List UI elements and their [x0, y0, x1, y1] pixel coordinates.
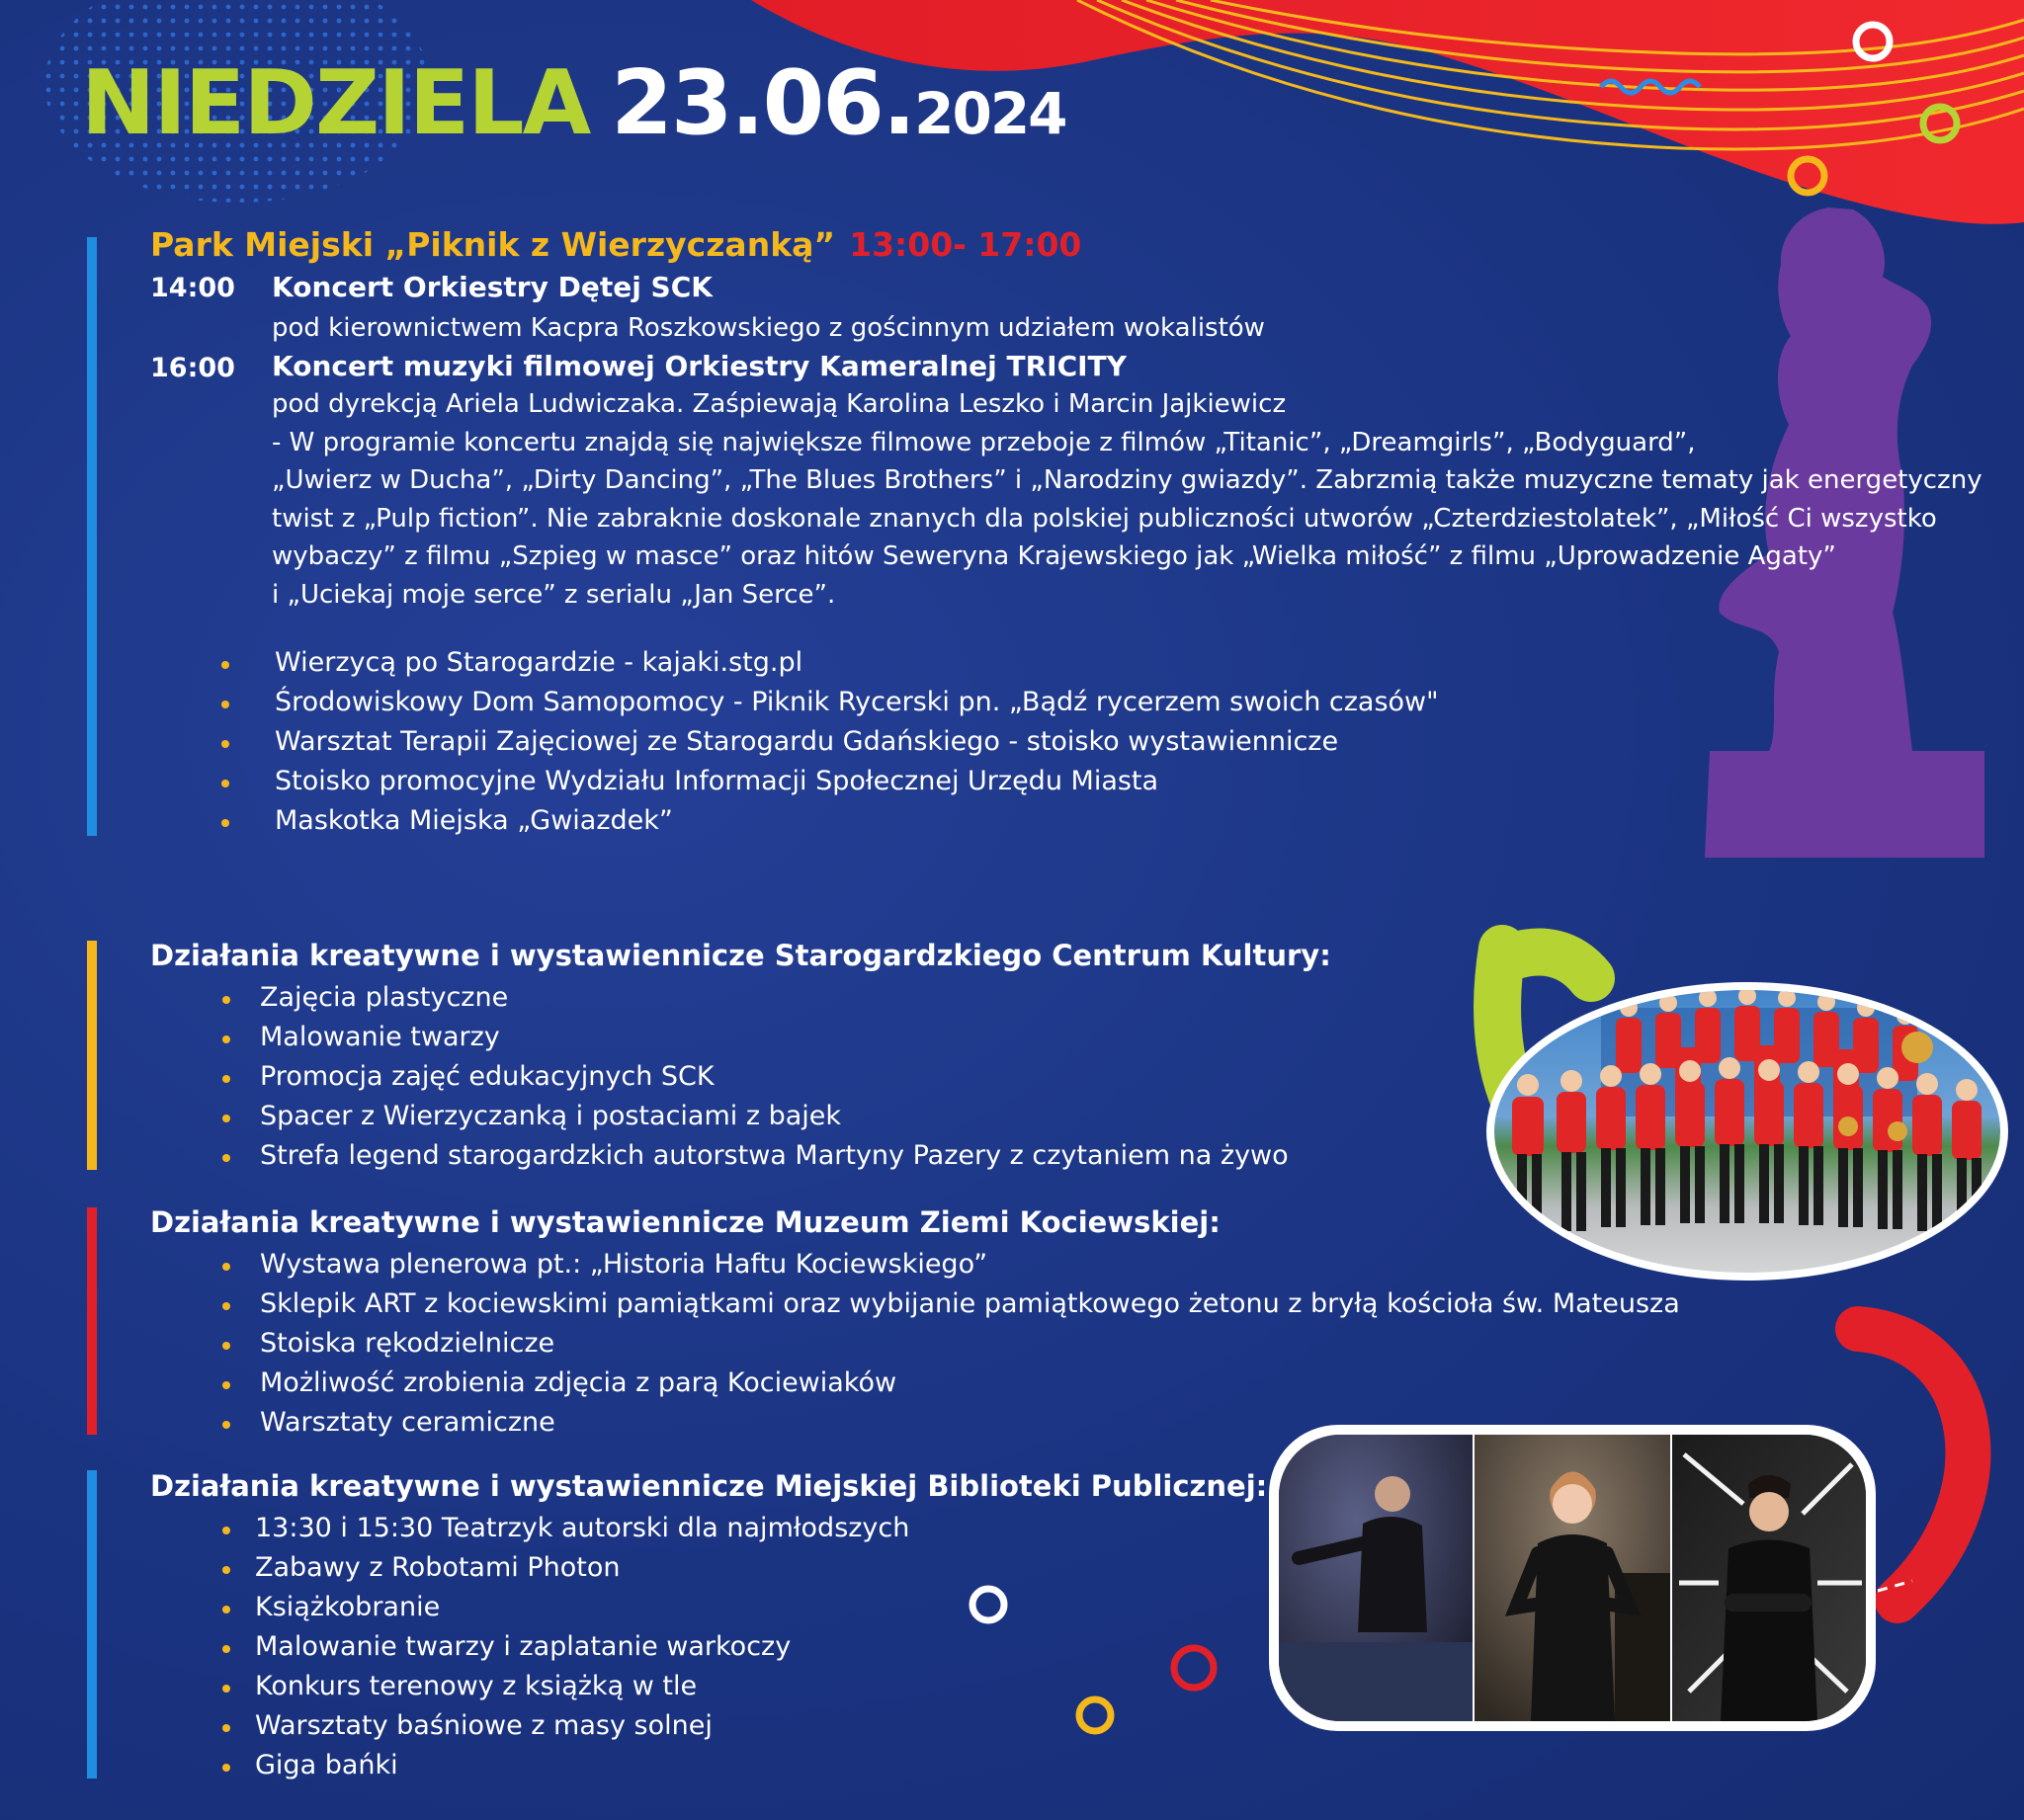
bullet-dot	[221, 819, 229, 827]
list-item-text: Spacer z Wierzyczanką i postaciami z bajek	[260, 1101, 842, 1131]
list-item-text: Wystawa plenerowa pt.: „Historia Haftu Kociewskiego”	[260, 1249, 988, 1280]
section-bar-blue	[87, 237, 97, 836]
event-description: pod dyrekcją Ariela Ludwiczaka. Zaśpiewają Karolina Leszko i Marcin Jajkiewicz	[272, 389, 1287, 419]
park-place: Park Miejski „Piknik z Wierzyczanką”	[150, 225, 836, 264]
bullet-dot	[222, 1075, 230, 1083]
list-item-text: Stoiska rękodzielnicze	[260, 1328, 555, 1359]
orchestra-photo	[1482, 978, 2012, 1284]
ring	[1174, 1648, 1214, 1688]
event-description: - W programie koncertu znajdą się największe filmowe przeboje z filmów „Titanic”, „Dreamgirls”, „Bodyguard”,	[272, 428, 1696, 457]
list-item-text: 13:30 i 15:30 Teatrzyk autorski dla najmłodszych	[255, 1513, 910, 1543]
title-date: 23.06.	[611, 51, 915, 155]
list-item-text: Zajęcia plastyczne	[260, 982, 509, 1013]
ring	[1079, 1699, 1111, 1731]
list-item	[260, 1136, 1289, 1176]
list-item-text: Stoisko promocyjne Wydziału Informacji Społecznej Urzędu Miasta	[275, 766, 1159, 796]
bullet-dot	[222, 1724, 230, 1732]
event-time: 14:00	[150, 273, 235, 303]
bullet-dot	[222, 1302, 230, 1310]
bullet-dot	[222, 1342, 230, 1350]
section-bar-blue-2	[87, 1470, 97, 1779]
performers-photos	[1279, 1435, 1866, 1721]
bullet-dot	[222, 1606, 230, 1613]
title-day: NIEDZIELA	[81, 51, 590, 155]
event-description: pod kierownictwem Kacpra Roszkowskiego z gościnnym udziałem wokalistów	[272, 313, 1265, 343]
list-item-text: Maskotka Miejska „Gwiazdek”	[275, 805, 673, 836]
list-item	[260, 1097, 1289, 1136]
bullet-dot	[222, 1381, 230, 1389]
bullet-dot	[221, 701, 229, 708]
bullet-dot	[222, 996, 230, 1004]
bullet-dot	[222, 1035, 230, 1043]
list-item-text: Giga bańki	[255, 1750, 398, 1780]
list-item	[255, 1667, 909, 1706]
list-item	[275, 762, 1439, 801]
ring	[972, 1589, 1004, 1620]
list-item	[275, 801, 1439, 841]
bullet-dot	[222, 1527, 230, 1534]
bullet-dot	[221, 661, 229, 669]
list-item	[275, 643, 1439, 683]
list-item	[255, 1588, 909, 1627]
bullet-dot	[222, 1685, 230, 1693]
list-item	[260, 978, 1289, 1018]
list-item-text: Możliwość zrobienia zdjęcia z parą Kociewiaków	[260, 1367, 897, 1398]
list-item	[255, 1509, 909, 1548]
list-item-text: Malowanie twarzy	[260, 1022, 500, 1052]
list-item-text: Zabawy z Robotami Photon	[255, 1552, 621, 1583]
event-title: Koncert Orkiestry Dętej SCK	[272, 271, 713, 303]
event-title: Koncert muzyki filmowej Orkiestry Kameralnej TRICITY	[272, 350, 1127, 382]
page-title	[81, 51, 1066, 155]
bullet-dot	[222, 1115, 230, 1122]
bullet-dot	[222, 1154, 230, 1162]
list-item	[260, 1324, 1680, 1364]
list-item-text: Wierzycą po Starogardzie - kajaki.stg.pl	[275, 647, 803, 678]
list-item-text: Warsztat Terapii Zajęciowej ze Starogardu Gdańskiego - stoisko wystawiennicze	[275, 726, 1339, 757]
sck-list	[260, 978, 1289, 1176]
list-item	[260, 1284, 1680, 1324]
list-item	[260, 1364, 1680, 1403]
park-hours: 13:00- 17:00	[849, 225, 1082, 264]
list-item	[260, 1057, 1289, 1097]
museum-heading: Działania kreatywne i wystawiennicze Muzeum Ziemi Kociewskiej:	[150, 1205, 1221, 1239]
sck-heading: Działania kreatywne i wystawiennicze Starogardzkiego Centrum Kultury:	[150, 939, 1331, 972]
list-item-text: Warsztaty ceramiczne	[260, 1407, 555, 1438]
title-year: 2024	[914, 80, 1066, 147]
performers-image	[1279, 1435, 1866, 1721]
section-bar-red	[87, 1207, 97, 1435]
list-item-text: Książkobranie	[255, 1592, 441, 1622]
library-list	[255, 1509, 909, 1785]
list-item	[260, 1245, 1680, 1284]
list-item-text: Warsztaty baśniowe z masy solnej	[255, 1710, 713, 1741]
bullet-dot	[222, 1764, 230, 1772]
list-item	[255, 1627, 909, 1667]
list-item	[255, 1706, 909, 1746]
list-item-text: Strefa legend starogardzkich autorstwa Martyny Pazery z czytaniem na żywo	[260, 1140, 1289, 1171]
list-item-text: Malowanie twarzy i zaplatanie warkoczy	[255, 1631, 792, 1662]
list-item-text: Środowiskowy Dom Samopomocy - Piknik Rycerski pn. „Bądź rycerzem swoich czasów"	[275, 687, 1439, 717]
list-item-text: Promocja zajęć edukacyjnych SCK	[260, 1061, 715, 1092]
green-arc-top	[1502, 952, 1591, 978]
list-item	[275, 722, 1439, 762]
bullet-dot	[222, 1421, 230, 1429]
event-time: 16:00	[150, 353, 235, 383]
event-description: i „Uciekaj moje serce” z serialu „Jan Serce”.	[272, 580, 836, 610]
list-item-text: Sklepik ART z kociewskimi pamiątkami oraz wybijanie pamiątkowego żetonu z bryłą kościoła św. Mateusza	[260, 1288, 1680, 1319]
bullet-dot	[222, 1566, 230, 1574]
bullet-dot	[222, 1645, 230, 1653]
event-description: twist z „Pulp fiction”. Nie zabraknie doskonale znanych dla polskiej publiczności utworów „Czterdziestolatek”, „Miłość Ci wszystko	[272, 504, 1937, 534]
event-description: wybaczy” z filmu „Szpieg w masce” oraz hitów Seweryna Krajewskiego jak „Wielka miłość” z filmu „Uprowadzenie Agaty”	[272, 541, 1836, 571]
museum-list	[260, 1245, 1680, 1443]
section-bar-yellow	[87, 941, 97, 1170]
bullet-dot	[221, 740, 229, 748]
list-item	[255, 1746, 909, 1785]
list-item-text: Konkurs terenowy z książką w tle	[255, 1671, 698, 1701]
list-item	[255, 1548, 909, 1588]
park-heading	[150, 225, 1081, 264]
list-item	[275, 683, 1439, 722]
list-item	[260, 1018, 1289, 1057]
bullet-dot	[221, 780, 229, 787]
event-description: „Uwierz w Ducha”, „Dirty Dancing”, „The Blues Brothers” i „Narodziny gwiazdy”. Zabrzmią także muzyczne tematy jak energetyczny	[272, 465, 1982, 495]
bullet-dot	[222, 1263, 230, 1271]
library-heading: Działania kreatywne i wystawiennicze Miejskiej Biblioteki Publicznej:	[150, 1469, 1268, 1503]
park-bullet-list	[275, 643, 1439, 841]
